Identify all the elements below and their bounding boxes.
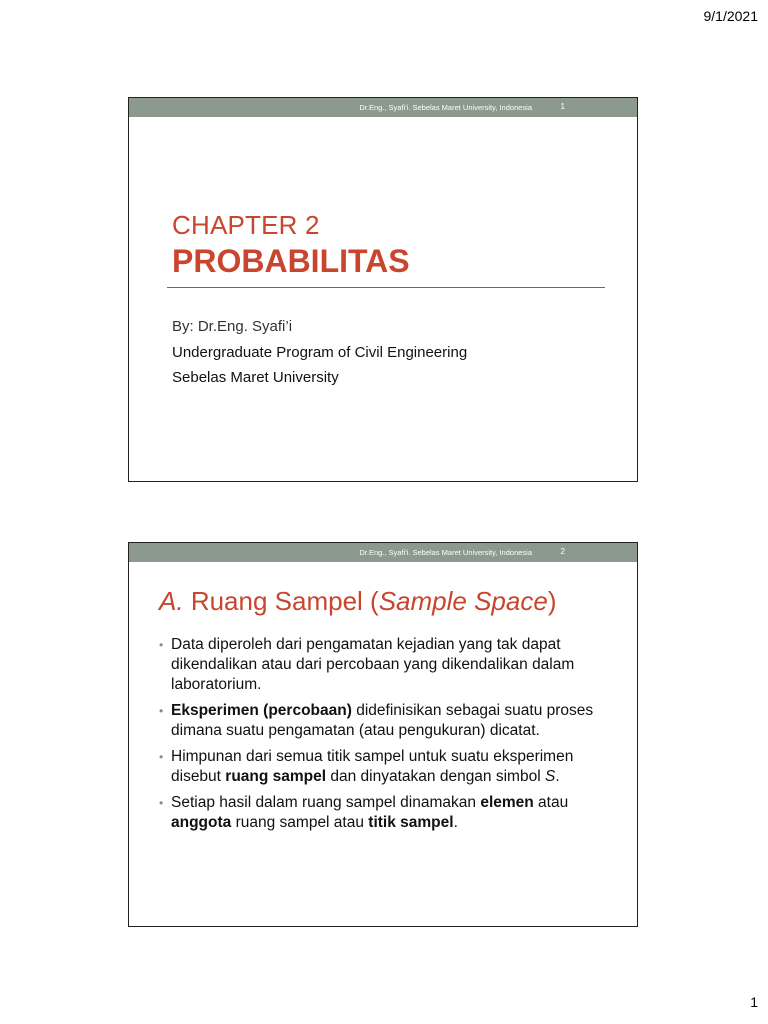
slide-number: 1 — [560, 102, 565, 111]
bullet-dot-icon: • — [159, 638, 164, 652]
bullet-item — [159, 747, 614, 787]
bullet-italic-symbol: S — [544, 768, 556, 785]
chapter-label: CHAPTER 2 — [172, 210, 320, 240]
bullet-text: didefinisikan sebagai suatu proses dimana suatu pengamatan (atau pengukuran) dicatat. — [171, 702, 594, 739]
bullet-item — [159, 701, 614, 741]
bullet-dot-icon: • — [159, 750, 164, 764]
slide-header — [129, 543, 637, 562]
bullet-item — [159, 793, 614, 833]
title-main: Ruang Sampel ( — [190, 586, 379, 616]
slide-title — [159, 586, 556, 617]
bullet-bold-term: ruang sampel — [225, 768, 327, 785]
slide-2 — [128, 542, 638, 927]
page-number: 1 — [750, 994, 758, 1010]
bullet-bold-term: titik sampel — [368, 814, 454, 831]
bullet-text: Setiap hasil dalam ruang sampel dinamakan — [171, 794, 481, 811]
bullet-text: Himpunan dari semua titik sampel untuk suatu eksperimen disebut — [171, 748, 574, 785]
bullet-text: atau — [533, 794, 569, 811]
section-prefix: A. — [159, 586, 184, 616]
bullet-text: . — [453, 814, 458, 831]
slide-number: 2 — [560, 547, 565, 556]
title-suffix: ) — [547, 586, 557, 616]
document-date: 9/1/2021 — [703, 8, 758, 24]
program-name: Undergraduate Program of Civil Engineering — [172, 344, 468, 361]
slide-title: PROBABILITAS — [172, 243, 410, 279]
bullet-text: dan dinyatakan dengan simbol — [326, 768, 545, 785]
bullet-bold-term: Eksperimen (percobaan) — [171, 702, 352, 719]
title-italic: Sample Space — [378, 586, 548, 616]
header-credit: Dr.Eng., Syafi'i. Sebelas Maret University, Indonesia — [359, 548, 532, 557]
bullet-bold-term: elemen — [480, 794, 534, 811]
bullet-text: ruang sampel atau — [231, 814, 369, 831]
bullet-dot-icon: • — [159, 704, 164, 718]
bullet-bold-term: anggota — [171, 814, 232, 831]
title-divider — [167, 287, 605, 288]
author-byline: By: Dr.Eng. Syafi’i — [172, 318, 293, 335]
bullet-list — [159, 635, 614, 839]
bullet-text: Data diperoleh dari pengamatan kejadian yang tak dapat dikendalikan atau dari percobaan yang dikendalikan dalam laboratorium. — [171, 636, 575, 693]
bullet-dot-icon: • — [159, 796, 164, 810]
slide-1 — [128, 97, 638, 482]
slide-header — [129, 98, 637, 117]
bullet-text: . — [555, 768, 560, 785]
header-credit: Dr.Eng., Syafi'i. Sebelas Maret University, Indonesia — [359, 103, 532, 112]
university-name: Sebelas Maret University — [172, 369, 339, 386]
bullet-item — [159, 635, 614, 695]
